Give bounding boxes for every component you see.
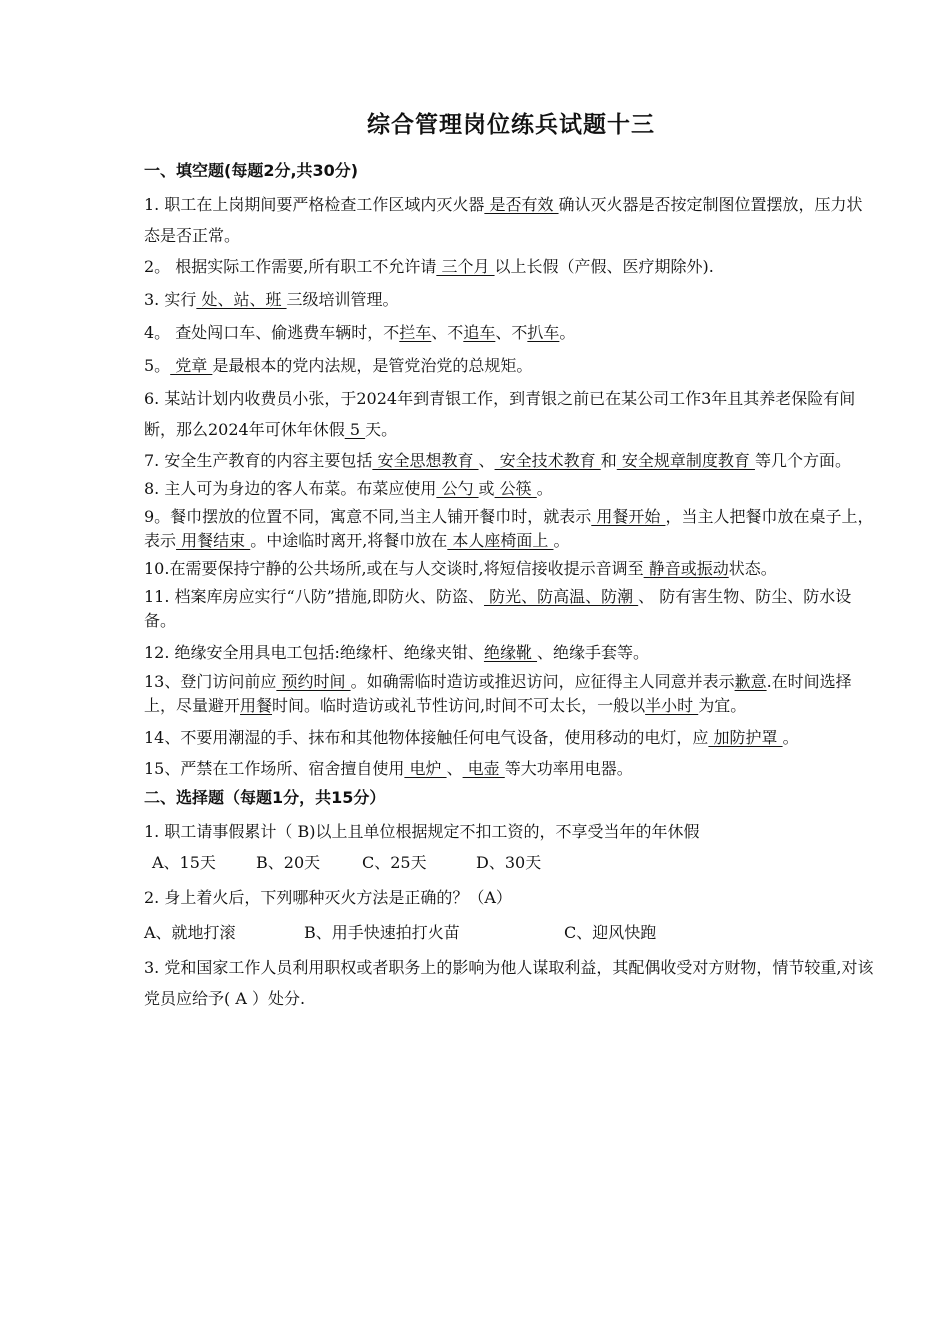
question-1-6: 6. 某站计划内收费员小张，于2024年到青银工作，到青银之前已在某公司工作3年且其养老保险有间断，那么2024年可休年休假 5 天。	[144, 389, 856, 439]
answer-blank: 三个月	[436, 257, 495, 276]
question-1-8: 8. 主人可为身边的客人布菜。布菜应使用 公勺 或 公筷 。	[144, 479, 553, 498]
question-2-2-options	[144, 917, 878, 948]
answer-blank: 静音或振动	[643, 559, 729, 578]
option: B、20天	[256, 853, 321, 872]
answer-blank: 用餐结束	[176, 531, 251, 550]
question-1-14: 14、不要用潮湿的手、抹布和其他物体接触任何电气设备，使用移动的电灯，应 加防护罩 。	[144, 728, 799, 747]
answer-blank: 安全规章制度教育	[616, 451, 755, 470]
question-2-2: 2. 身上着火后，下列哪种灭火方法是正确的？（A）	[144, 888, 512, 907]
question-1-12: 12. 绝缘安全用具电工包括:绝缘杆、绝缘夹钳、绝缘靴 、绝缘手套等。	[144, 643, 650, 662]
question-2-1-options	[144, 847, 878, 878]
option: A、就地打滚	[144, 923, 236, 942]
answer-blank: 电炉	[404, 759, 447, 778]
question-1-4: 4。 查处闯口车、偷逃费车辆时，不拦车、不追车、不扒车。	[144, 323, 576, 342]
option: D、30天	[476, 853, 542, 872]
option: C、25天	[362, 853, 427, 872]
question-1-15: 15、严禁在工作场所、宿舍擅自使用 电炉 、 电壶 等大功率用电器。	[144, 759, 633, 778]
document-title: 综合管理岗位练兵试题十三	[367, 112, 655, 138]
question-2-3: 3. 党和国家工作人员利用职权或者职务上的影响为他人谋取利益，其配偶收受对方财物，情节较重,对该党员应给予( A ）处分.	[144, 958, 874, 1008]
question-1-2: 2。 根据实际工作需要,所有职工不允许请 三个月 以上长假（产假、医疗期除外).	[144, 257, 714, 276]
answer-blank: 本人座椅面上	[447, 531, 554, 550]
answer-blank: 电壶	[462, 759, 505, 778]
question-1-13: 13、登门访问前应 预约时间 。如确需临时造访或推迟访问，应征得主人同意并表示歉意.在时间选择上，尽量避开用餐时间。临时造访或礼节性访问,时间不可太长，一般以半小时 为宜。	[144, 672, 852, 715]
answer-blank: 歉意	[734, 672, 767, 691]
answer-blank: 处、站、班	[196, 290, 287, 309]
answer-blank: 党章	[170, 356, 213, 375]
question-1-9: 9。餐巾摆放的位置不同，寓意不同,当主人铺开餐巾时，就表示 用餐开始 ，当主人把餐巾放在桌子上，表示 用餐结束 。中途临时离开,将餐巾放在 本人座椅面上 。	[144, 507, 874, 550]
section-heading-multiple-choice: 二、选择题（每题1分，共15分）	[144, 788, 386, 807]
option: B、用手快速拍打火苗	[304, 923, 460, 942]
answer-blank: 预约时间	[276, 672, 351, 691]
answer-blank: 公勺	[436, 479, 479, 498]
answer-blank: 用餐开始	[591, 507, 666, 526]
answer-blank: 半小时	[645, 696, 699, 715]
question-1-1: 1. 职工在上岗期间要严格检查工作区域内灭火器 是否有效 确认灭火器是否按定制图位置摆放，压力状态是否正常。	[144, 195, 863, 245]
answer-blank: 加防护罩	[708, 728, 783, 747]
question-1-11: 11. 档案库房应实行“八防”措施,即防火、防盗、 防光、防高温、防潮 、 防有害生物、防尘、防水设备。	[144, 587, 852, 630]
answer-blank: 5	[344, 420, 366, 439]
answer-blank: 扒车	[527, 323, 560, 342]
answer-blank: 防光、防高温、防潮	[483, 587, 639, 606]
option: A、15天	[152, 853, 216, 872]
answer-blank: 安全技术教育	[494, 451, 601, 470]
question-1-3: 3. 实行 处、站、班 三级培训管理。	[144, 290, 399, 309]
answer-blank: 公筷	[494, 479, 537, 498]
answer-blank: 追车	[463, 323, 496, 342]
answer-blank: 拦车	[399, 323, 432, 342]
answer-blank: 安全思想教育	[372, 451, 479, 470]
answer-blank: 用餐	[240, 696, 273, 715]
section-heading-fill-in: 一、填空题(每题2分,共30分)	[144, 161, 359, 180]
answer-blank: 是否有效	[484, 195, 559, 214]
question-1-7: 7. 安全生产教育的内容主要包括 安全思想教育 、 安全技术教育 和 安全规章制度教育 等几个方面。	[144, 451, 851, 470]
question-1-10: 10.在需要保持宁静的公共场所,或在与人交谈时,将短信接收提示音调至 静音或振动状态。	[144, 559, 777, 578]
option: C、迎风快跑	[564, 923, 657, 942]
question-1-5: 5。 党章 是最根本的党内法规，是管党治党的总规矩。	[144, 356, 533, 375]
question-2-1: 1. 职工请事假累计（ B)以上且单位根据规定不扣工资的，不享受当年的年休假	[144, 822, 700, 841]
answer-blank: 绝缘靴	[483, 643, 538, 662]
